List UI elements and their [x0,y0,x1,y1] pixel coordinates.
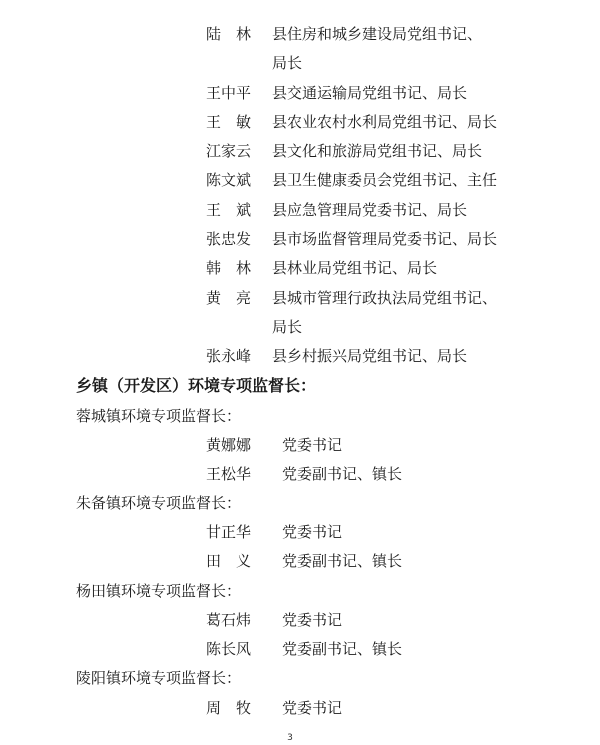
town-title: 陵阳镇环境专项监督长： [76,669,242,687]
member-post: 党委书记 [282,523,343,541]
member-name: 周 牧 [206,699,252,717]
official-name: 张忠发 [206,230,252,248]
official-name: 韩 林 [206,259,252,277]
official-name: 江家云 [206,142,252,160]
member-name: 陈长风 [206,640,252,658]
official-name: 王 斌 [206,201,252,219]
official-post: 县文化和旅游局党组书记、局长 [272,142,483,160]
member-name: 葛石炜 [206,611,252,629]
member-post: 党委书记 [282,699,343,717]
official-post: 县农业农村水利局党组书记、局长 [272,113,498,131]
member-name: 黄娜娜 [206,436,252,454]
member-name: 田 义 [206,552,252,570]
official-name: 王中平 [206,84,252,102]
official-post: 县住房和城乡建设局党组书记、 [272,25,483,43]
town-title: 蓉城镇环境专项监督长： [76,407,242,425]
town-title: 朱备镇环境专项监督长： [76,494,242,512]
official-name: 王 敏 [206,113,252,131]
section-heading: 乡镇（开发区）环境专项监督长： [76,376,317,395]
member-post: 党委书记 [282,436,343,454]
official-name: 陆 林 [206,25,252,43]
official-post-continued: 局长 [272,318,303,336]
official-post: 县林业局党组书记、局长 [272,259,438,277]
official-post-continued: 局长 [272,54,303,72]
page-number: 3 [287,733,293,743]
official-post: 县交通运输局党组书记、局长 [272,84,468,102]
member-name: 王松华 [206,465,252,483]
official-post: 县城市管理行政执法局党组书记、 [272,289,498,307]
official-name: 张永峰 [206,347,252,365]
member-post: 党委书记 [282,611,343,629]
official-name: 陈文斌 [206,171,252,189]
member-post: 党委副书记、镇长 [282,465,403,483]
official-post: 县卫生健康委员会党组书记、主任 [272,171,498,189]
official-post: 县应急管理局党委书记、局长 [272,201,468,219]
town-title: 杨田镇环境专项监督长： [76,582,242,600]
official-post: 县市场监督管理局党委书记、局长 [272,230,498,248]
member-post: 党委副书记、镇长 [282,552,403,570]
member-name: 甘正华 [206,523,252,541]
official-name: 黄 亮 [206,289,252,307]
official-post: 县乡村振兴局党组书记、局长 [272,347,468,365]
member-post: 党委副书记、镇长 [282,640,403,658]
